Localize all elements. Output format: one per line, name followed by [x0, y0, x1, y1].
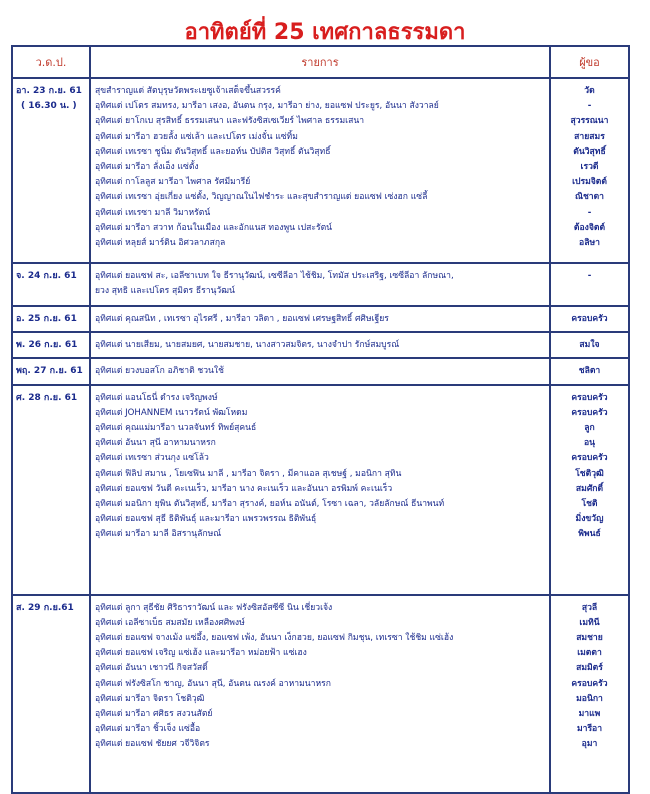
intention-line: อุทิศแด่ เทเรซา มาลี วิมาหรัตน์: [95, 207, 211, 218]
requester-name: -: [587, 271, 592, 281]
row-time: ( 16.30 น. ): [21, 101, 77, 112]
row-requester-cell: [550, 306, 629, 332]
intention-line: ยวง สุทธิ และเปโตร สุมิตร ธีรานุวัฒน์: [95, 286, 235, 297]
intention-line: อุทิศแด่ ฟรังซิสโก ชาญ, อันนา สุนี, อันตน ณรงค์ อาหามนาหรก: [95, 678, 331, 689]
row-intentions-cell: [90, 595, 550, 793]
intention-line: อุทิศแด่ ยอแซฟ เจริญ แซ่เฮ้ง และมารีอา หม่อยฟ้า แซ่เฮง: [95, 648, 307, 659]
requester-name: -: [587, 101, 592, 112]
requester-name: ครอบครัว: [571, 407, 608, 418]
requester-name: เมตตา: [577, 648, 602, 659]
intention-line: อุทิศแด่ แอนโธนี่ ดำรง เจริญพงษ์: [95, 392, 218, 403]
intention-line: อุทิศแด่ มารีอา จิตรา โชติวุฒิ: [95, 693, 205, 704]
row-date-cell: [12, 332, 90, 358]
intention-line: อุทิศแด่ เอลีซาเบ็ธ สมสมัย เหลืองศศิพงษ์: [95, 617, 245, 628]
row-date-cell: [12, 358, 90, 384]
requester-name: ตันวิสุทธิ์: [573, 146, 606, 157]
requester-name: ณิชาดา: [574, 192, 605, 203]
header-row: [12, 46, 629, 78]
intention-line: อุทิศแด่ มารีอา ชิ้วเจ็ง แซ่อื้อ: [95, 724, 201, 735]
intention-line: อุทิศแด่ มารีอา สวาท ก้อนในเมือง และอักแนส ทองพูน เปสะรัตน์: [95, 222, 333, 233]
row-date: จ. 24 ก.ย. 61: [16, 271, 77, 281]
row-requester-cell: [550, 358, 629, 384]
row-date: พ. 26 ก.ย. 61: [16, 340, 78, 351]
page-title: อาทิตย์ที่ 25 เทศกาลธรรมดา: [184, 20, 466, 45]
intention-line: อุทิศแด่ ยอแซฟ สะ, เอลีซาเบท ใจ ธีรานุวัฒน์, เซซีลีอา ไช้ชิม, โทมัส ประเสริฐ, เซซีลีอา ลักษณา,: [95, 271, 454, 281]
requester-name: อนุ: [583, 438, 596, 449]
requester-name: โชติวุฒิ: [575, 468, 604, 479]
requester-name: โชติ: [581, 499, 598, 510]
requester-name: ลูก: [584, 423, 595, 434]
row-requester-cell: [550, 385, 629, 595]
requester-name: พิพนธ์: [578, 529, 601, 540]
requester-name: อุมา: [581, 739, 598, 750]
intention-line: อุทิศแด่ เทเรซา อุ่ยเกี่ยง แซ่ตั้ง, วิญญาณในไฟชำระ และสุขสำราญแด่ ยอแซฟ เซ่งฮก แซ่ลี้: [95, 192, 428, 203]
row-date: อา. 23 ก.ย. 61: [16, 86, 82, 96]
row-date-cell: [12, 78, 90, 263]
row-intentions-cell: [90, 385, 550, 595]
requester-name: ครอบครัว: [571, 678, 608, 689]
intention-line: อุทิศแด่ ยอแซฟ สุธี ธิติพันธุ์ และมารีอา แพรวพรรณ ธิติพันธุ์: [95, 514, 317, 525]
requester-name: ครอบครัว: [571, 314, 608, 324]
table-row: [12, 78, 629, 263]
row-requester-cell: [550, 263, 629, 306]
intention-line: อุทิศแด่ ยวงบอสโก อภิชาติ ชวนใช้: [95, 366, 224, 377]
schedule-table: [11, 45, 630, 794]
row-date: อ. 25 ก.ย. 61: [16, 314, 77, 324]
intention-line: อุทิศแด่ มอนิกา ยุพิน ตันวิสุทธิ์, มารีอา สุรางค์, ยอห์น อนันต์, โรซา เฉลา, วลัยลักษณ์ ธีนาพนท์: [95, 499, 445, 510]
intention-line: อุทิศแด่ มารีอา ลั่งเอ็ง แซ่ตั้ง: [95, 162, 199, 173]
row-date: พฤ. 27 ก.ย. 61: [16, 366, 83, 377]
requester-name: สุวลี: [581, 602, 598, 613]
intention-line: อุทิศแด่ ลูกา สุธีชัย ศิริธาราวัฒน์ และ ฟรังซิสอัสซีซี นิน เชี่ยวเจ้ง: [95, 602, 333, 613]
table-row: [12, 332, 629, 358]
intention-line: อุทิศแด่ ยอแซฟ ชัยยศ วจีวิจิตร: [95, 739, 210, 750]
row-intentions-cell: [90, 358, 550, 384]
requester-name: ต้องจิตต์: [573, 222, 606, 233]
intention-line: อุทิศแด่ ยอแซฟ จางเม้ง แซ่อึ้ง, ยอแซฟ เพ้ง, อันนา เง็กฮวย, ยอแซฟ กิมชุน, เทเรซา ใช้ชิม แซ่เฮ้ง: [95, 633, 454, 644]
requester-name: อลิษา: [579, 238, 600, 249]
row-date-cell: [12, 263, 90, 306]
schedule-body: [12, 78, 629, 793]
intention-line: อุทิศแด่ เทเรซา ส่วนกุง แซ่โล้ว: [95, 453, 209, 464]
table-row: [12, 595, 629, 793]
row-intentions-cell: [90, 332, 550, 358]
row-requester-cell: [550, 332, 629, 358]
row-intentions-cell: [90, 78, 550, 263]
intention-line: อุทิศแด่ เทเรซา ชูนิ่ม ตันวิสุทธิ์ และยอห์น บัปติส วิสุทธิ์ ตันวิสุทธิ์: [95, 146, 331, 157]
intention-line: อุทิศแด่ มารีอา มาลี อิสรานุลักษณ์: [95, 529, 222, 540]
requester-name: สมศักดิ์: [575, 483, 604, 494]
header-list: รายการ: [90, 46, 550, 78]
requester-name: สมใจ: [579, 340, 600, 351]
row-intentions-cell: [90, 263, 550, 306]
intention-line: อุทิศแด่ ฟิลิป สมาน , โยเซฟิน มาลี , มารีอา จิตรา , มีคาแอล สุเชษฐ์ , มอนิกา สุทิน: [95, 468, 402, 479]
requester-name: สมชาย: [576, 633, 603, 644]
intention-line: อุทิศแด่ นายเสียม, นายสมยศ, นายสมชาย, นางสาวสมจิตร, นางจำปา รักษ์สมบูรณ์: [95, 340, 400, 351]
requester-name: มิ่งขวัญ: [575, 514, 604, 525]
intention-line: อุทิศแด่ หลุยส์ มาร์ติน อิศวลาภสกุล: [95, 238, 226, 249]
intention-line: อุทิศแด่ อันนา สุนี อาหามนาหรก: [95, 438, 216, 449]
row-date-cell: [12, 306, 90, 332]
intention-line: อุทิศแด่ ยอแซฟ วันดี คะเนเร็ว, มารีอา นาง คะเนเร็ว และอันนา อรพิมพ์ คะเนเร็ว: [95, 483, 393, 494]
table-row: [12, 263, 629, 306]
intention-line: อุทิศแด่ อันนา เชาวนี กิจสวัสดิ์: [95, 663, 208, 674]
row-requester-cell: [550, 78, 629, 263]
row-date: ศ. 28 ก.ย. 61: [16, 392, 78, 403]
requester-name: ครอบครัว: [571, 453, 608, 464]
row-date-cell: [12, 595, 90, 793]
requester-name: ชลิตา: [578, 366, 601, 377]
requester-name: สมมิตร์: [576, 663, 603, 674]
intention-line: อุทิศแด่ กาโลลูส มารีอา ไพศาล รัศมีมารีย์: [95, 177, 251, 188]
intention-line: อุทิศแด่ มารีอา ศศิธร สงวนสัตย์: [95, 709, 213, 720]
requester-name: วัด: [584, 86, 595, 96]
intention-line: อุทิศแด่ JOHANNEM เนาวรัตน์ พัฒโหดม: [95, 407, 248, 418]
requester-name: มอนิกา: [576, 693, 603, 704]
row-date-cell: [12, 385, 90, 595]
header-date: ว.ด.ป.: [12, 46, 90, 78]
requester-name: [553, 284, 626, 299]
requester-name: เรวดี: [580, 162, 599, 173]
requester-name: มาแพ: [578, 709, 601, 720]
intention-line: อุทิศแด่ เปโตร สมทรง, มารีอา เสงอ, อันตน กรุง, มารีอา ย่าง, ยอแซฟ ประยูร, อันนา สังวาลย์: [95, 101, 439, 112]
intention-line: สุขสำราญแด่ สัตบุรุษวัดพระเยซูเจ้าเสด็จขึ้นสวรรค์: [95, 86, 281, 96]
requester-name: เปรมจิตต์: [572, 177, 607, 188]
requester-name: ครอบครัว: [571, 392, 608, 403]
intention-line: อุทิศแด่ มารีอา ฮวยลั้ง แซ่เล้า และเปโตร เม่งจั๋น แซ่ทิ้ม: [95, 131, 298, 142]
table-row: [12, 385, 629, 595]
requester-name: มารีอา: [576, 724, 603, 735]
intention-line: อุทิศแด่ คุณแม่มารีอา นวลจันทร์ ทิพย์สุคนธ์: [95, 423, 257, 434]
requester-name: -: [587, 207, 592, 218]
intention-line: อุทิศแด่ คุณสนิท , เทเรซา อุไรศรี , มารีอา วลิดา , ยอแซฟ เศรษฐสิทธิ์ ศศิษเฐียร: [95, 314, 389, 324]
row-date: ส. 29 ก.ย.61: [16, 602, 74, 613]
header-host: ผู้ขอ: [550, 46, 629, 78]
intention-line: อุทิศแด่ ยาโกเบ สุรสิทธิ์ ธรรมเสนา และฟรังซิสเซเวียร์ ไพศาล ธรรมเสนา: [95, 116, 365, 127]
row-requester-cell: [550, 595, 629, 793]
requester-name: สายสมร: [574, 131, 605, 142]
requester-name: สุวรรณนา: [570, 116, 609, 127]
table-row: [12, 306, 629, 332]
requester-name: เมทินี: [579, 617, 600, 628]
table-row: [12, 358, 629, 384]
row-intentions-cell: [90, 306, 550, 332]
